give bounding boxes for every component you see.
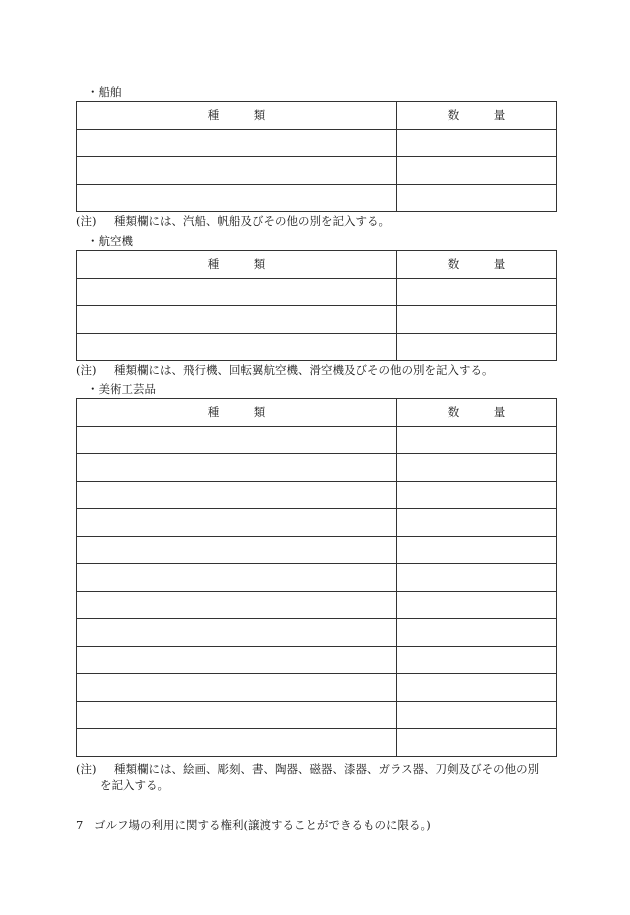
kind-cell[interactable] — [77, 157, 397, 185]
ship-section-label: ・船舶 — [87, 85, 122, 99]
table-row — [77, 129, 557, 157]
kind-cell[interactable] — [77, 184, 397, 212]
quantity-cell[interactable] — [397, 129, 557, 157]
kind-cell[interactable] — [77, 674, 397, 702]
quantity-cell[interactable] — [397, 619, 557, 647]
table-row — [77, 278, 557, 306]
col-header-kind: 種 類 — [77, 251, 397, 279]
kind-cell[interactable] — [77, 536, 397, 564]
kind-cell[interactable] — [77, 619, 397, 647]
note-mark: (注) — [76, 214, 97, 228]
table-row — [77, 454, 557, 482]
kind-cell[interactable] — [77, 454, 397, 482]
quantity-cell[interactable] — [397, 333, 557, 361]
table-row — [77, 306, 557, 334]
kind-cell[interactable] — [77, 426, 397, 454]
kind-cell[interactable] — [77, 333, 397, 361]
quantity-cell[interactable] — [397, 509, 557, 537]
table-row — [77, 674, 557, 702]
quantity-cell[interactable] — [397, 157, 557, 185]
note-text-continued: を記入する。 — [100, 778, 169, 792]
col-header-kind: 種 類 — [77, 102, 397, 130]
kind-cell[interactable] — [77, 591, 397, 619]
table-row — [77, 333, 557, 361]
table-header-row — [77, 102, 557, 130]
kind-cell[interactable] — [77, 701, 397, 729]
note-text: 種類欄には、汽船、帆船及びその他の別を記入する。 — [114, 214, 390, 228]
table-row — [77, 509, 557, 537]
kind-cell[interactable] — [77, 481, 397, 509]
kind-cell[interactable] — [77, 306, 397, 334]
kind-cell[interactable] — [77, 509, 397, 537]
table-row — [77, 184, 557, 212]
ship-table-body — [77, 129, 557, 212]
section-7-heading — [76, 817, 431, 833]
table-row — [77, 426, 557, 454]
note-text: 種類欄には、絵画、彫刻、書、陶器、磁器、漆器、ガラス器、刀剣及びその他の別 — [114, 762, 540, 776]
quantity-cell[interactable] — [397, 481, 557, 509]
kind-cell[interactable] — [77, 564, 397, 592]
kind-cell[interactable] — [77, 129, 397, 157]
aircraft-table-body — [77, 278, 557, 361]
table-row — [77, 646, 557, 674]
quantity-cell[interactable] — [397, 701, 557, 729]
art-table — [76, 398, 557, 757]
ship-table — [76, 101, 557, 212]
quantity-cell[interactable] — [397, 306, 557, 334]
aircraft-section-label: ・航空機 — [87, 234, 133, 248]
kind-cell[interactable] — [77, 646, 397, 674]
col-header-kind: 種 類 — [77, 399, 397, 427]
quantity-cell[interactable] — [397, 729, 557, 757]
table-row — [77, 591, 557, 619]
aircraft-table — [76, 250, 557, 361]
note-mark: (注) — [76, 762, 97, 776]
table-row — [77, 481, 557, 509]
table-header-row — [77, 251, 557, 279]
col-header-quantity: 数 量 — [397, 399, 557, 427]
quantity-cell[interactable] — [397, 646, 557, 674]
section-number: 7 — [76, 818, 84, 832]
art-table-body — [77, 426, 557, 756]
art-section-label: ・美術工芸品 — [87, 382, 156, 396]
table-row — [77, 729, 557, 757]
table-row — [77, 157, 557, 185]
table-row — [77, 536, 557, 564]
table-row — [77, 619, 557, 647]
quantity-cell[interactable] — [397, 426, 557, 454]
kind-cell[interactable] — [77, 729, 397, 757]
kind-cell[interactable] — [77, 278, 397, 306]
quantity-cell[interactable] — [397, 564, 557, 592]
quantity-cell[interactable] — [397, 536, 557, 564]
note-text: 種類欄には、飛行機、回転翼航空機、滑空機及びその他の別を記入する。 — [114, 363, 494, 377]
art-note — [76, 761, 539, 793]
table-header-row — [77, 399, 557, 427]
note-mark: (注) — [76, 363, 97, 377]
quantity-cell[interactable] — [397, 278, 557, 306]
quantity-cell[interactable] — [397, 454, 557, 482]
col-header-quantity: 数 量 — [397, 102, 557, 130]
table-row — [77, 564, 557, 592]
quantity-cell[interactable] — [397, 591, 557, 619]
col-header-quantity: 数 量 — [397, 251, 557, 279]
ship-note — [76, 213, 390, 229]
section-title: ゴルフ場の利用に関する権利(譲渡することができるものに限る。) — [94, 818, 431, 832]
quantity-cell[interactable] — [397, 674, 557, 702]
table-row — [77, 701, 557, 729]
aircraft-note — [76, 362, 494, 378]
quantity-cell[interactable] — [397, 184, 557, 212]
